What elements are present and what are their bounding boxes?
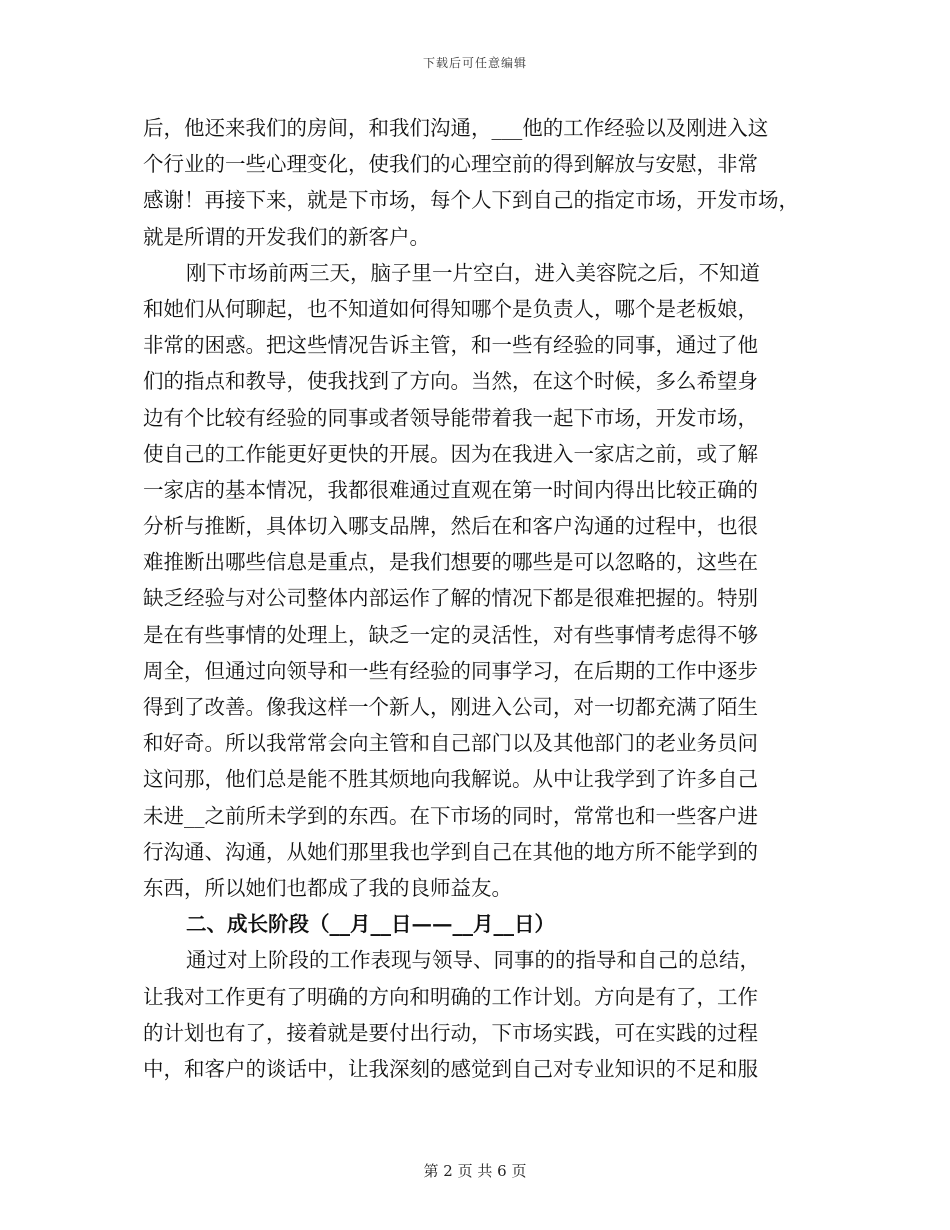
text-line: 让我对工作更有了明确的方向和明确的工作计划。方向是有了，工作 — [143, 984, 758, 1009]
text-line: 这问那，他们总是能不胜其烦地向我解说。从中让我学到了许多自己 — [143, 767, 758, 792]
text-line: 行沟通、沟通，从她们那里我也学到自己在其他的地方所不能学到的 — [143, 839, 758, 864]
text-line: 和她们从何聊起，也不知道如何得知哪个是负责人，哪个是老板娘， — [143, 296, 758, 321]
page-header: 下载后可任意编辑 — [422, 56, 527, 70]
text-line: 就是所谓的开发我们的新客户。 — [143, 224, 430, 249]
section-heading: 二、成长阶段（__月__日——__月__日） — [186, 912, 555, 937]
page-footer: 第 2 页 共 6 页 — [423, 1162, 527, 1180]
text-line: 个行业的一些心理变化，使我们的心理空前的得到解放与安慰，非常 — [143, 152, 758, 177]
body-text — [143, 110, 823, 1087]
text-line: 分析与推断，具体切入哪支品牌，然后在和客户沟通的过程中，也很 — [143, 514, 758, 539]
text-line: 周全，但通过向领导和一些有经验的同事学习，在后期的工作中逐步 — [143, 658, 758, 683]
text-line: 边有个比较有经验的同事或者领导能带着我一起下市场，开发市场， — [143, 405, 758, 430]
text-line: 使自己的工作能更好更快的开展。因为在我进入一家店之前，或了解 — [143, 441, 758, 466]
text-line: 中，和客户的谈话中，让我深刻的感觉到自己对专业知识的不足和服 — [143, 1056, 758, 1081]
text-line: 刚下市场前两三天，脑子里一片空白，进入美容院之后，不知道 — [186, 260, 760, 285]
text-line: 后，他还来我们的房间，和我们沟通，___他的工作经验以及刚进入这 — [143, 116, 769, 140]
text-line: 感谢！再接下来，就是下市场，每个人下到自己的指定市场，开发市场， — [143, 188, 799, 213]
text-line: 一家店的基本情况，我都很难通过直观在第一时间内得出比较正确的 — [143, 477, 758, 502]
text-line: 和好奇。所以我常常会向主管和自己部门以及其他部门的老业务员问 — [143, 731, 758, 756]
text-line: 缺乏经验与对公司整体内部运作了解的情况下都是很难把握的。特别 — [143, 586, 758, 611]
text-line: 得到了改善。像我这样一个新人，刚进入公司，对一切都充满了陌生 — [143, 695, 758, 719]
text-line: 非常的困惑。把这些情况告诉主管，和一些有经验的同事，通过了他 — [143, 333, 758, 358]
text-line: 的计划也有了，接着就是要付出行动，下市场实践，可在实践的过程 — [143, 1020, 758, 1045]
text-line: 是在有些事情的处理上，缺乏一定的灵活性，对有些事情考虑得不够 — [143, 622, 758, 647]
text-line: 未进__之前所未学到的东西。在下市场的同时，常常也和一些客户进 — [143, 803, 758, 828]
text-line: 东西，所以她们也都成了我的良师益友。 — [143, 875, 512, 900]
text-line: 难推断出哪些信息是重点，是我们想要的哪些是可以忽略的，这些在 — [143, 550, 758, 575]
text-line: 通过对上阶段的工作表现与领导、同事的的指导和自己的总结， — [186, 948, 760, 973]
text-line: 们的指点和教导，使我找到了方向。当然，在这个时候，多么希望身 — [143, 369, 758, 394]
